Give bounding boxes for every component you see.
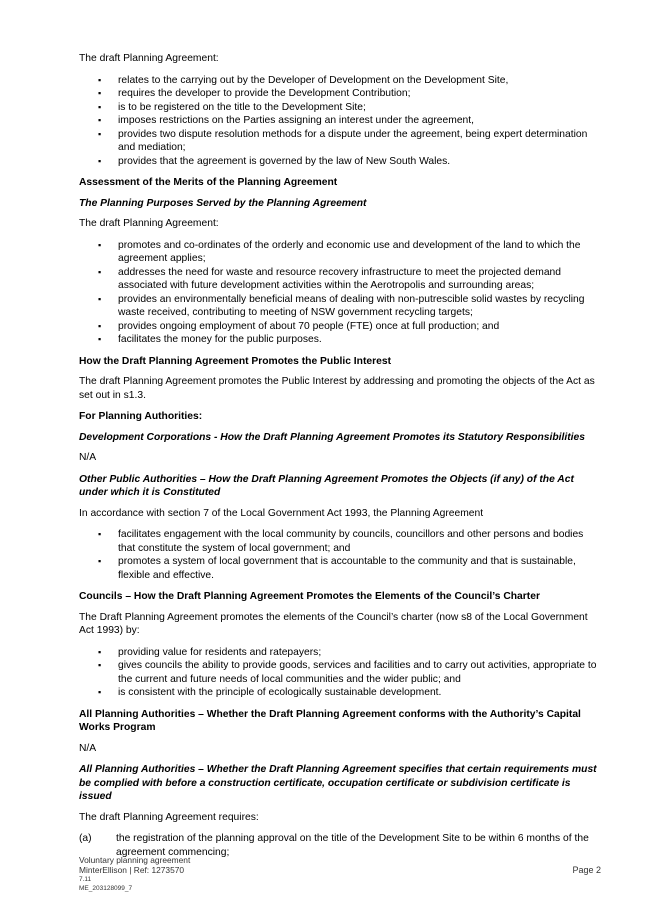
- list-item: ▪ provides ongoing employment of about 70 people (FTE) once at full production; and: [98, 320, 500, 332]
- bullet-icon: ▪: [98, 239, 102, 250]
- heading-other-public-authorities: Other Public Authorities – How the Draft Planning Agreement Promotes the Objects (if any) of the Act under which it is Constituted: [79, 473, 574, 498]
- list-item: ▪ is to be registered on the title to the Development Site;: [98, 101, 366, 113]
- heading-development-corporations: Development Corporations - How the Draft Planning Agreement Promotes its Statutory Responsibilities: [79, 431, 585, 443]
- councils-text: The Draft Planning Agreement promotes the elements of the Council’s charter (now s8 of the Local Government Act 1993) by:: [79, 611, 588, 636]
- heading-certificate-requirements: All Planning Authorities – Whether the Draft Planning Agreement specifies that certain requirements must be complied with before a construction certificate, occupation certificate or subdivision certificate is issued: [79, 764, 597, 802]
- list-item: ▪ requires the developer to provide the Development Contribution;: [98, 88, 411, 99]
- lettered-item-a: (a) the registration of the planning approval on the title of the Development Site to be within 6 months of the agreement commencing;: [79, 833, 589, 858]
- list-item: ▪ addresses the need for waste and resource recovery infrastructure to meet the projected demand associated with future development activities within the Aerotropolis and surrounding areas;: [98, 266, 562, 291]
- bullet-icon: ▪: [98, 687, 102, 697]
- list-item: ▪ is consistent with the principle of ecologically sustainable development.: [98, 687, 442, 698]
- bullet-list-local-government: [79, 528, 599, 582]
- bullet-icon: ▪: [98, 660, 102, 670]
- local-government-text: In accordance with section 7 of the Local Government Act 1993, the Planning Agreement: [79, 507, 484, 519]
- bullet-icon: ▪: [98, 293, 102, 304]
- list-item: ▪ relates to the carrying out by the Developer of Development on the Development Site,: [98, 74, 509, 86]
- list-item: ▪ providing value for residents and ratepayers;: [98, 646, 322, 658]
- requires-text: The draft Planning Agreement requires:: [79, 811, 259, 823]
- intro-text: The draft Planning Agreement:: [79, 53, 219, 64]
- bullet-icon: ▪: [98, 128, 102, 139]
- bullet-icon: ▪: [98, 646, 102, 657]
- footer-doc-id: ME_203128099_7: [79, 885, 133, 892]
- footer-ref: MinterEllison | Ref: 1273570: [79, 865, 185, 875]
- footer-title: Voluntary planning agreement: [79, 855, 191, 865]
- bullet-list-agreement: [79, 74, 599, 169]
- heading-public-interest: How the Draft Planning Agreement Promotes the Public Interest: [79, 355, 392, 367]
- footer-section: 7.11: [79, 876, 92, 883]
- heading-assessment: Assessment of the Merits of the Planning Agreement: [79, 177, 338, 188]
- list-item: ▪ promotes and co-ordinates of the orderly and economic use and development of the land to which the agreement applies;: [98, 239, 581, 264]
- bullet-icon: ▪: [98, 74, 102, 85]
- document-body: [79, 52, 599, 859]
- list-item: ▪ gives councils the ability to provide goods, services and facilities and to carry out activities, appropriate to the current and future needs of local communities and the wider public; and: [98, 660, 597, 685]
- na-text-1: N/A: [79, 452, 97, 463]
- bullet-icon: ▪: [98, 115, 102, 125]
- bullet-icon: ▪: [98, 320, 102, 331]
- page-footer: [79, 855, 601, 893]
- intro-text-2: The draft Planning Agreement:: [79, 218, 219, 229]
- list-item: ▪ imposes restrictions on the Parties assigning an interest under the agreement,: [98, 115, 475, 126]
- heading-councils: Councils – How the Draft Planning Agreement Promotes the Elements of the Council’s Charter: [79, 591, 540, 602]
- list-item: ▪ provides an environmentally beneficial means of dealing with non-putrescible solid wastes by recycling waste received, contributing to meeting of NSW government recycling targets;: [98, 293, 585, 318]
- page-number: Page 2: [572, 865, 601, 875]
- heading-planning-purposes: The Planning Purposes Served by the Planning Agreement: [79, 197, 367, 209]
- bullet-list-council-charter: [79, 646, 599, 700]
- bullet-icon: ▪: [98, 334, 102, 344]
- list-item: ▪ promotes a system of local government that is accountable to the community and that is sustainable, flexible and effective.: [98, 556, 576, 581]
- bullet-icon: ▪: [98, 556, 102, 566]
- bullet-icon: ▪: [98, 88, 102, 98]
- bullet-icon: ▪: [98, 101, 102, 112]
- list-item: ▪ facilitates engagement with the local community by councils, councillors and other persons and bodies that constitute the system of local government; and: [98, 529, 584, 554]
- bullet-icon: ▪: [98, 529, 102, 539]
- list-item: ▪ provides two dispute resolution methods for a dispute under the agreement, being expert determination and mediation;: [98, 128, 588, 153]
- public-interest-text: The draft Planning Agreement promotes the Public Interest by addressing and promoting the objects of the Act as set out in s1.3.: [79, 376, 595, 401]
- heading-planning-authorities: For Planning Authorities:: [79, 411, 203, 422]
- na-text-2: N/A: [79, 742, 97, 754]
- heading-capital-works: All Planning Authorities – Whether the Draft Planning Agreement conforms with the Authority’s Capital Works Program: [79, 708, 581, 733]
- list-item: ▪ facilitates the money for the public purposes.: [98, 334, 322, 345]
- lettered-label: (a): [79, 833, 92, 844]
- list-item: ▪ provides that the agreement is governed by the law of New South Wales.: [98, 155, 451, 167]
- bullet-list-purposes: [79, 239, 599, 347]
- bullet-icon: ▪: [98, 155, 102, 166]
- bullet-icon: ▪: [98, 266, 102, 277]
